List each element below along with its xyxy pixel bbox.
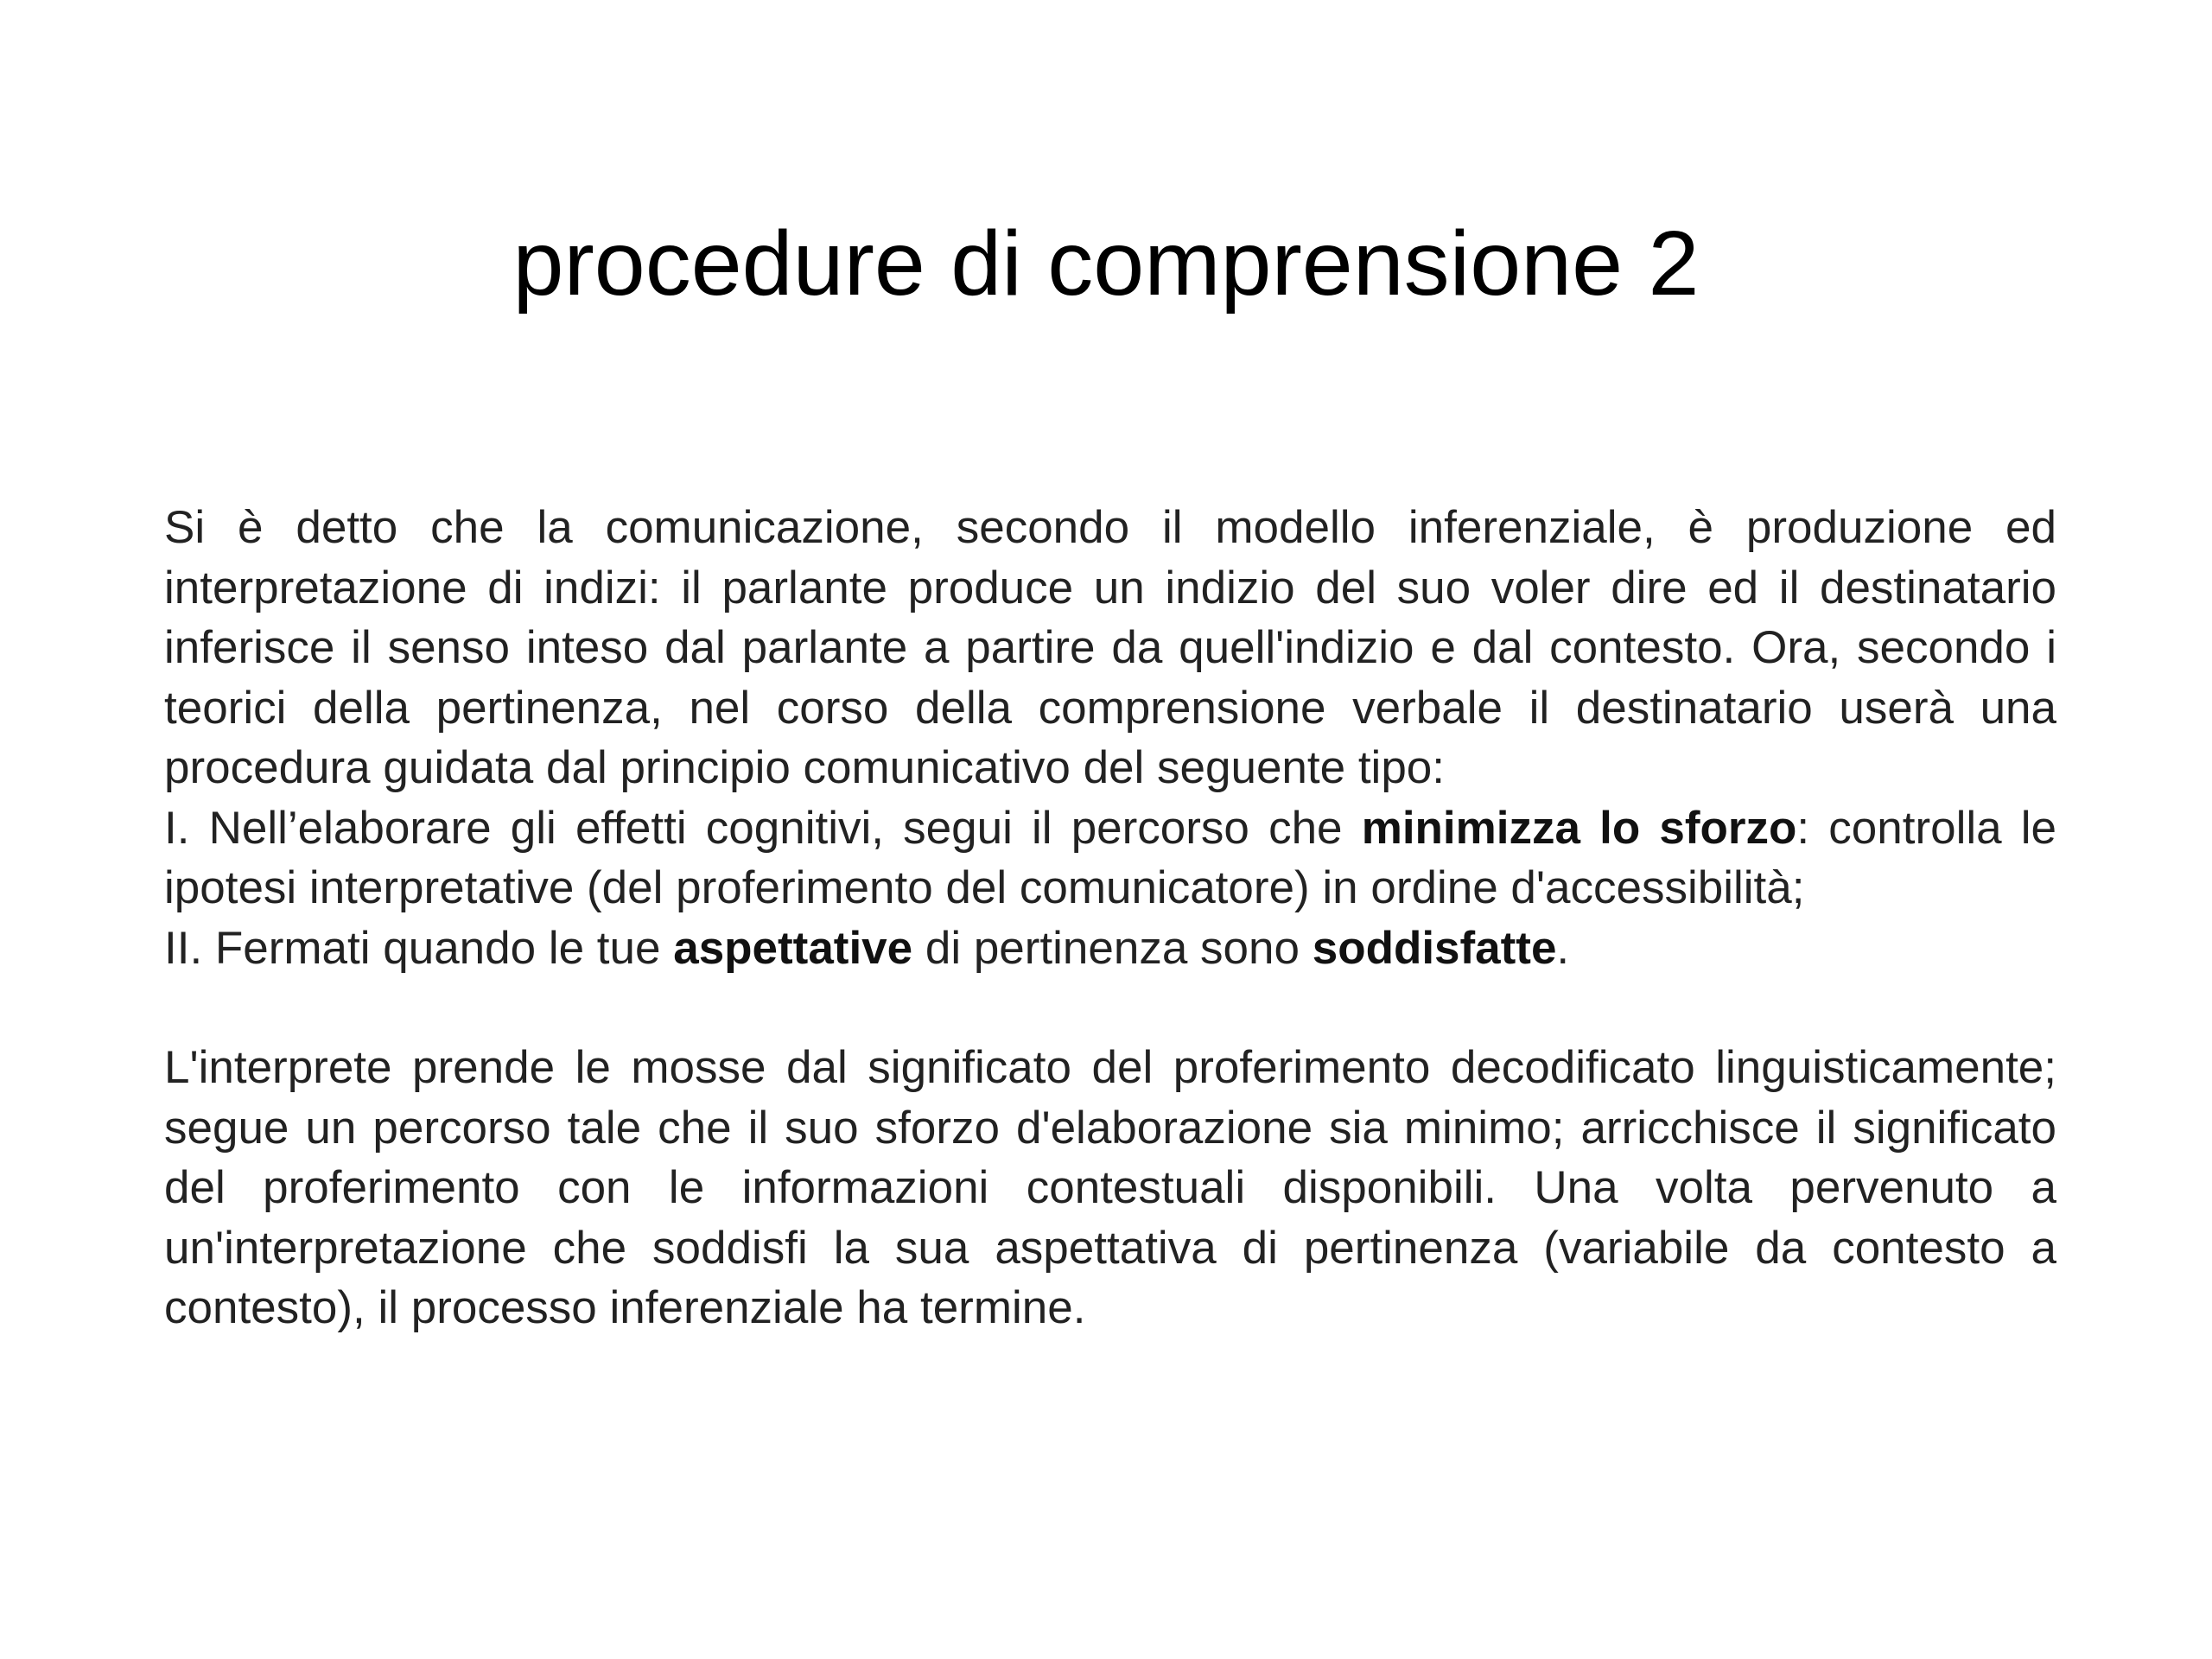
procedure-step-1 bbox=[164, 798, 2056, 918]
step-1-text: I. Nell’elaborare gli effetti cognitivi, segui il percorso che bbox=[164, 802, 1362, 854]
step-2-middle: di pertinenza sono bbox=[912, 922, 1313, 974]
slide-title: procedure di comprensione 2 bbox=[512, 213, 1700, 315]
step-2-text: II. Fermati quando le tue bbox=[164, 922, 674, 974]
step-1-continuation: : controlla le ipotesi interpretative (del proferimento del comunicatore) in ordine d'accessibilità; bbox=[164, 802, 2057, 913]
paragraph-spacer bbox=[164, 978, 2056, 1038]
intro-paragraph: Si è detto che la comunicazione, secondo il modello inferenziale, è produzione ed interpretazione di indizi: il parlante produce un indizio del suo voler dire ed il destinatario inferisce il senso inteso dal parlante a partire da quell'indizio e dal contesto. Ora, secondo i teorici della pertinenza, nel corso della comprensione verbale il destinatario userà una procedura guidata dal principio comunicativo del seguente tipo: bbox=[164, 502, 2056, 793]
step-2-end: . bbox=[1556, 922, 1570, 974]
conclusion-paragraph: L'interprete prende le mosse dal significato del proferimento decodificato linguisticamente; segue un percorso tale che il suo sforzo d'elaborazione sia minimo; arricchisce il significato del proferimento con le informazioni contestuali disponibili. Una volta pervenuto a un'interpretazione che soddisfi la sua aspettativa di pertinenza (variabile da contesto a contesto), il processo inferenziale ha termine. bbox=[164, 1042, 2056, 1333]
slide-body bbox=[164, 498, 2056, 1338]
step-2-emphasis-soddisfatte: soddisfatte bbox=[1312, 922, 1557, 974]
step-1-emphasis: minimizza lo sforzo bbox=[1361, 802, 1797, 854]
step-2-emphasis-aspettative: aspettative bbox=[673, 922, 913, 974]
procedure-step-2 bbox=[164, 918, 2056, 979]
